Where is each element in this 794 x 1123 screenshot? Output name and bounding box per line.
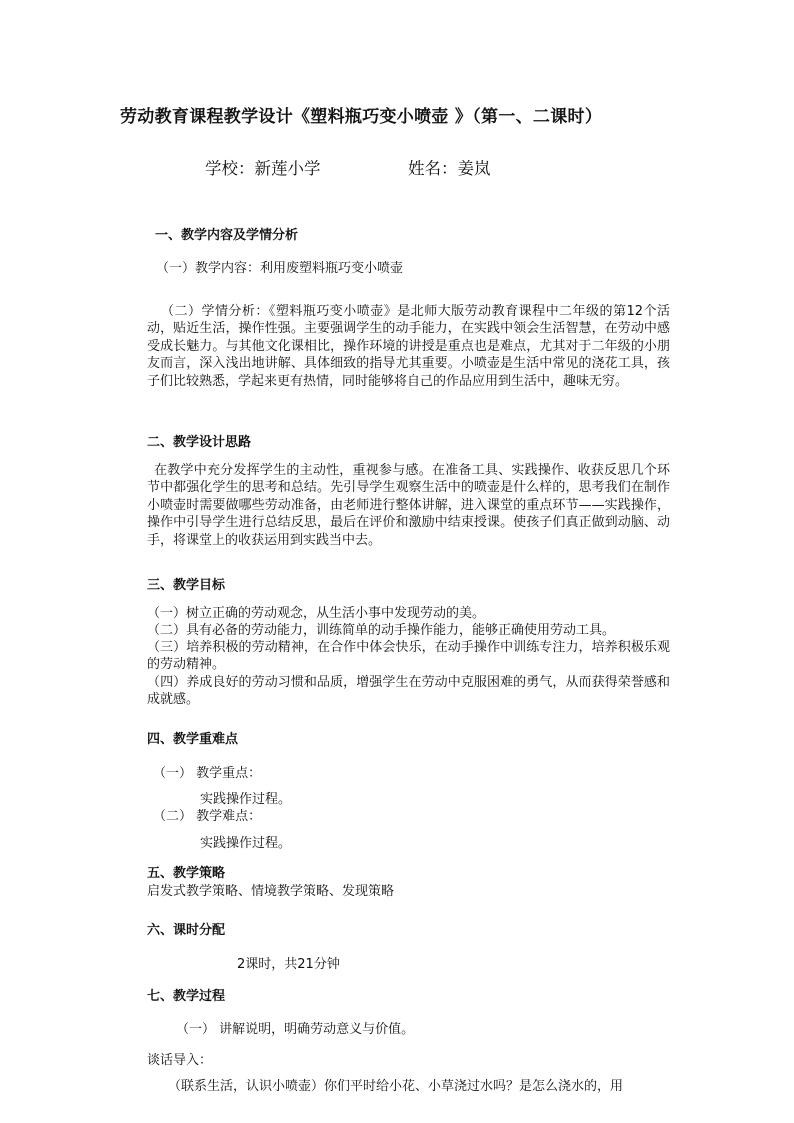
section-5-body: 启发式教学策略、情境教学策略、发现策略 (147, 884, 395, 899)
section-1-content: （一）教学内容：利用废塑料瓶巧变小喷壶 (156, 261, 404, 276)
section-4-heading: 四、教学重难点 (147, 732, 239, 747)
objective-4: （四）养成良好的劳动习惯和品质，增强学生在劳动中克服困难的勇气，从而获得荣誉感和成就感。 (147, 675, 670, 708)
document-title: 劳动教育课程教学设计《塑料瓶巧变小喷壶 》（第一、二课时） (120, 107, 603, 127)
difficult-point-value: 实践操作过程。 (200, 836, 292, 851)
section-2-body: 在教学中充分发挥学生的主动性，重视参与感。在准备工具、实践操作、收获反思几个环节中都强化学生的思考和总结。先引导学生观察生活中的喷壶是什么样的，思考我们在制作小喷壶时需要做哪些劳动准备，由老师进行整体讲解，进入课堂的重点环节——实践操作，操作中引导学生进行总结反思，最后在评价和激励中结束授课。使孩子们真正做到动脑、动手，将课堂上的收获运用到实践当中去。 (147, 463, 670, 548)
section-1-analysis: （二）学情分析：《塑料瓶巧变小喷壶》是北师大版劳动教育课程中二年级的第12个活动，贴近生活，操作性强。主要强调学生的动手能力，在实践中领会生活智慧，在劳动中感受成长魅力。与其他文化课相比，操作环境的讲授是重点也是难点，尤其对于二年级的小朋友而言，深入浅出地讲解、具体细致的指导尤其重要。小喷壶是生活中常见的浇花工具，孩子们比较熟悉，学起来更有热情，同时能够将自己的作品应用到生活中，趣味无穷。 (147, 304, 670, 389)
author-label: 姓名：姜岚 (408, 159, 491, 178)
difficult-point-label: （二） 教学难点： (153, 809, 262, 824)
school-label: 学校：新莲小学 (205, 159, 321, 178)
intro-label: 谈话导入： (147, 1053, 213, 1068)
intro-line: （联系生活，认识小喷壶）你们平时给小花、小草浇过水吗？是怎么浇水的，用 (168, 1079, 624, 1094)
section-6-heading: 六、课时分配 (147, 923, 226, 938)
section-3-heading: 三、教学目标 (147, 578, 226, 593)
section-2-heading: 二、教学设计思路 (147, 435, 252, 450)
process-step-1: （一） 讲解说明，明确劳动意义与价值。 (176, 1022, 415, 1037)
objective-2: （二）具有必备的劳动能力，训练简单的动手操作能力，能够正确使用劳动工具。 (147, 623, 616, 638)
objective-1: （一）树立正确的劳动观念，从生活小事中发现劳动的美。 (147, 606, 486, 621)
key-point-value: 实践操作过程。 (200, 792, 292, 807)
key-point-label: （一） 教学重点： (153, 766, 262, 781)
objective-3: （三）培养积极的劳动精神，在合作中体会快乐，在动手操作中训练专注力，培养积极乐观的劳动精神。 (147, 640, 670, 673)
section-5-heading: 五、教学策略 (147, 866, 226, 881)
section-1-heading: 一、教学内容及学情分析 (155, 228, 299, 243)
section-7-heading: 七、教学过程 (147, 989, 226, 1004)
section-6-body: 2课时，共21分钟 (237, 957, 340, 972)
